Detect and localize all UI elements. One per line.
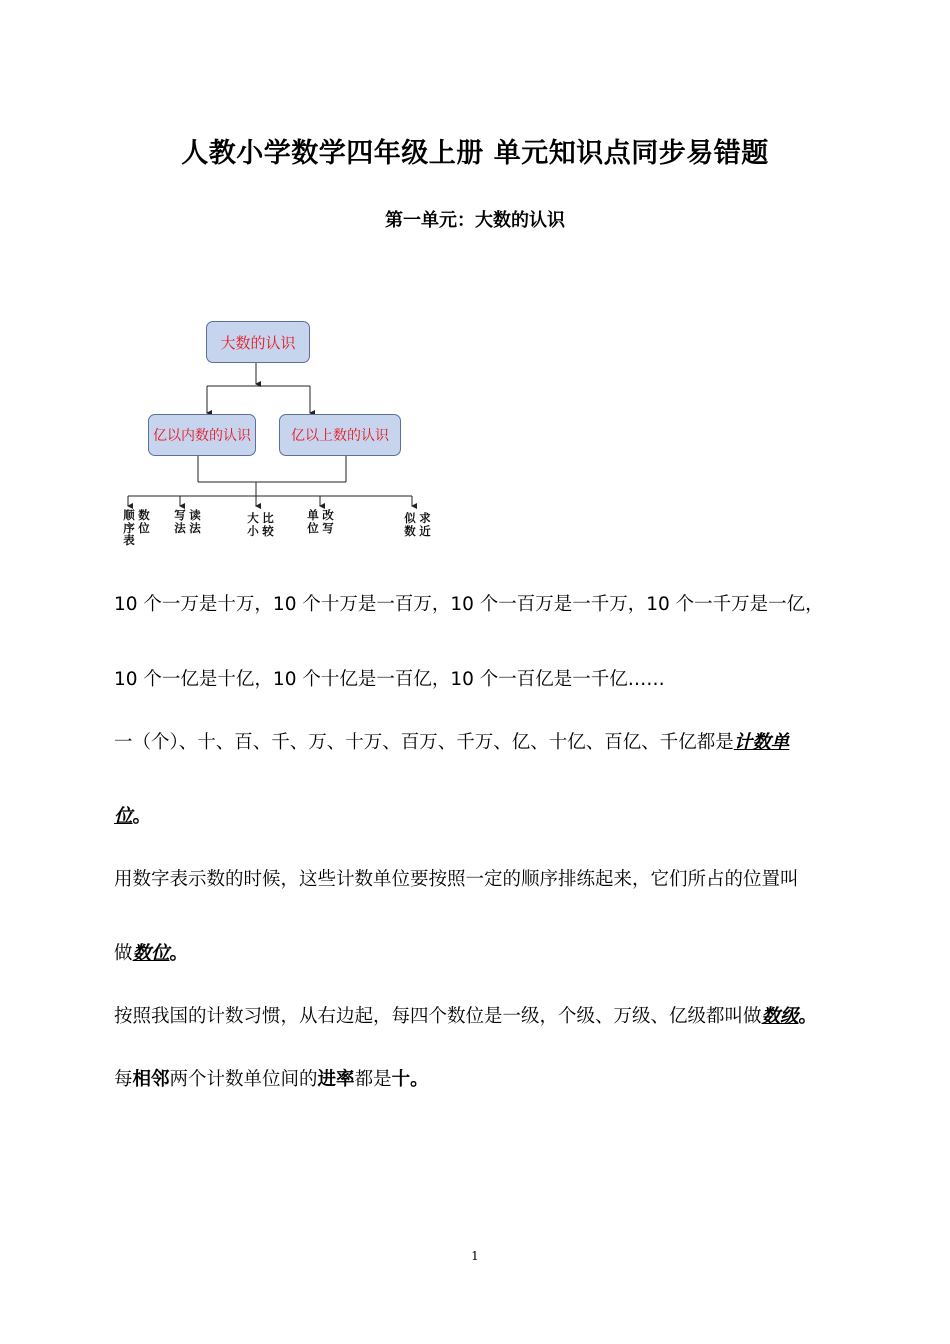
leaf-1-col2: 数位 <box>138 508 150 535</box>
leaf-4-col2: 改写 <box>322 508 334 535</box>
term-rate: 进率 <box>317 1069 355 1090</box>
paragraph-6-text: 按照我国的计数习惯，从右边起，每四个数位是一级，个级、万级、亿级都叫做 <box>114 1006 762 1027</box>
paragraph-7-c: 两个计数单位间的 <box>169 1069 318 1090</box>
term-digit-group: 数级 <box>761 1006 799 1027</box>
leaf-1-col1: 顺序表 <box>123 508 135 547</box>
leaf-5-col1: 似数 <box>404 511 416 538</box>
leaf-3-col1: 大小 <box>247 511 259 538</box>
term-counting-unit: 计数单 <box>733 732 790 753</box>
paragraph-1: 10 个一万是十万，10 个十万是一百万，10 个一百万是一千万，10 个一千万是一亿， <box>114 594 824 615</box>
diagram-root-box: 大数的认识 <box>206 321 310 363</box>
page-number: 1 <box>471 1249 479 1263</box>
unit-subtitle: 第一单元：大数的认识 <box>385 210 565 231</box>
leaf-4-col1: 单位 <box>307 508 319 535</box>
paragraph-2: 10 个一亿是十亿，10 个十亿是一百亿，10 个一百亿是一千亿…… <box>114 669 665 690</box>
paragraph-3 <box>114 728 789 754</box>
paragraph-3-text: 一（个）、十、百、千、万、十万、百万、千万、亿、十亿、百亿、千亿都是 <box>114 732 734 753</box>
diagram-left-box: 亿以内数的认识 <box>148 414 256 456</box>
paragraph-5 <box>114 939 188 965</box>
paragraph-7-e: 都是 <box>354 1069 392 1090</box>
paragraph-5-text: 做 <box>114 943 133 964</box>
paragraph-7 <box>114 1065 429 1091</box>
term-ten: 十。 <box>391 1069 429 1090</box>
leaf-2-col1: 写法 <box>174 508 186 535</box>
paragraph-4: 用数字表示数的时候，这些计数单位要按照一定的顺序排练起来，它们所占的位置叫 <box>114 869 799 890</box>
paragraph-5-end: 。 <box>169 943 189 964</box>
paragraph-3-end: 。 <box>132 806 152 827</box>
term-adjacent: 相邻 <box>132 1069 170 1090</box>
concept-diagram <box>0 0 950 560</box>
term-digit-place: 数位 <box>132 943 170 964</box>
page-title: 人教小学数学四年级上册 单元知识点同步易错题 <box>181 138 769 169</box>
leaf-2-col2: 读法 <box>189 508 201 535</box>
paragraph-6-end: 。 <box>798 1006 818 1027</box>
paragraph-3-cont <box>114 802 151 828</box>
paragraph-7-a: 每 <box>114 1069 133 1090</box>
leaf-3-col2: 比较 <box>262 511 274 538</box>
paragraph-6 <box>114 1002 817 1028</box>
leaf-5-col2: 求近 <box>419 511 431 538</box>
diagram-right-box: 亿以上数的认识 <box>279 414 401 456</box>
term-counting-unit-cont: 位 <box>114 806 133 827</box>
